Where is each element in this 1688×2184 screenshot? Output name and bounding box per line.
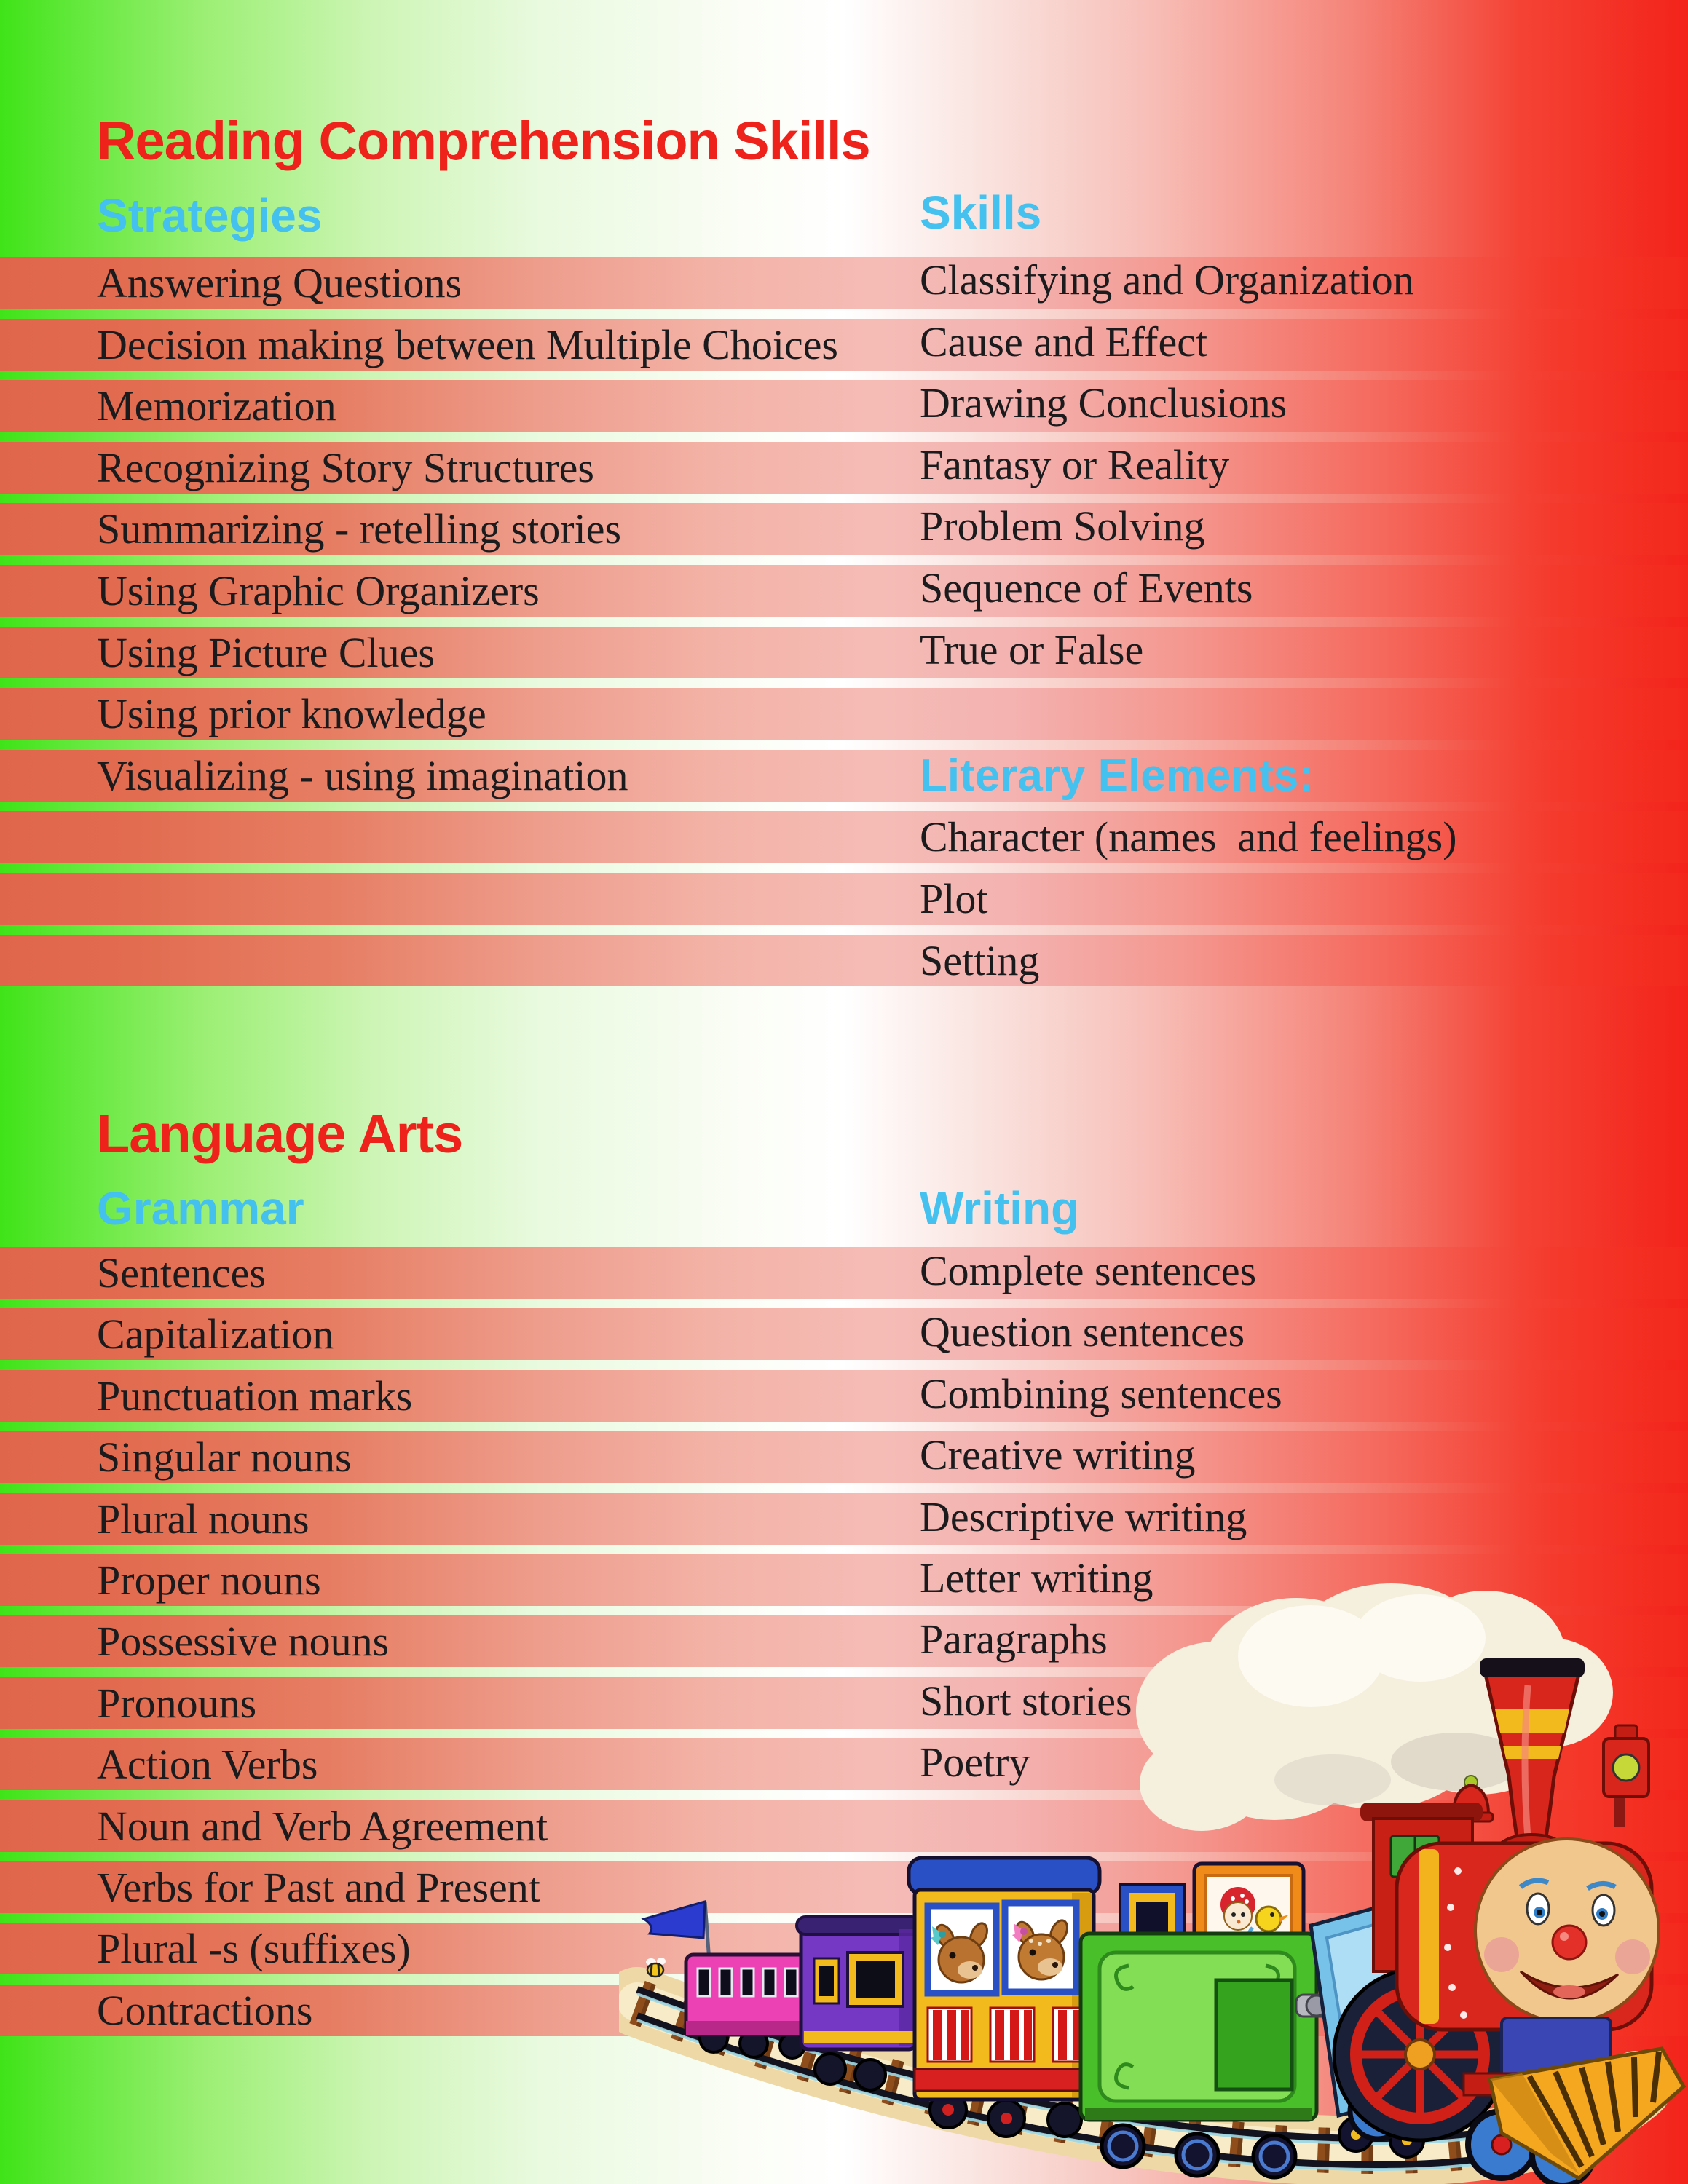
column-heading-writing: Writing	[920, 1182, 1080, 1235]
list-item: Character (names and feelings)	[920, 813, 1457, 860]
list-item: Classifying and Organization	[920, 256, 1414, 304]
list-item: Drawing Conclusions	[920, 379, 1287, 427]
column-heading-literary-elements: Literary Elements:	[920, 751, 1314, 801]
list-item: Using prior knowledge	[97, 690, 486, 737]
list-item: Creative writing	[920, 1431, 1196, 1479]
page-title-language-arts: Language Arts	[97, 1103, 463, 1164]
list-item: Paragraphs	[920, 1615, 1108, 1663]
list-item: Cause and Effect	[920, 318, 1208, 365]
list-item: Visualizing - using imagination	[97, 752, 628, 799]
list-item: Summarizing - retelling stories	[97, 505, 622, 553]
list-item: Punctuation marks	[97, 1372, 413, 1420]
list-item: Answering Questions	[97, 259, 462, 306]
list-item: Complete sentences	[920, 1247, 1257, 1294]
list-stripe	[0, 873, 1688, 925]
list-item: Action Verbs	[97, 1741, 318, 1788]
list-item: Question sentences	[920, 1308, 1245, 1356]
list-item: Plural nouns	[97, 1495, 309, 1543]
list-item: Using Graphic Organizers	[97, 567, 540, 614]
list-item: Plural -s (suffixes)	[97, 1925, 411, 1972]
page-title-reading: Reading Comprehension Skills	[97, 110, 870, 171]
list-item: Plot	[920, 875, 988, 922]
list-item: Using Picture Clues	[97, 629, 435, 676]
list-item: True or False	[920, 626, 1144, 673]
column-heading-skills: Skills	[920, 186, 1042, 239]
list-item: Capitalization	[97, 1310, 334, 1358]
bee-icon	[646, 1958, 666, 1977]
striped-panel	[928, 2008, 971, 2062]
list-item: Contractions	[97, 1987, 313, 2034]
locomotive-face	[1475, 1839, 1659, 2022]
list-item: Recognizing Story Structures	[97, 444, 595, 491]
list-item: Descriptive writing	[920, 1493, 1247, 1540]
list-item: Sentences	[97, 1249, 266, 1297]
list-item: Short stories	[920, 1677, 1132, 1725]
list-item: Problem Solving	[920, 502, 1205, 550]
cartoon-train-illustration	[619, 1529, 1688, 2184]
lantern	[1604, 1725, 1649, 1827]
list-item: Memorization	[97, 382, 336, 430]
list-item: Combining sentences	[920, 1370, 1282, 1417]
list-item: Noun and Verb Agreement	[97, 1803, 548, 1850]
list-stripe	[0, 935, 1688, 986]
list-item: Sequence of Events	[920, 564, 1253, 612]
list-item: Decision making between Multiple Choices	[97, 321, 839, 368]
list-item: Setting	[920, 937, 1040, 984]
list-item: Letter writing	[920, 1554, 1153, 1602]
column-heading-strategies: Strategies	[97, 189, 323, 242]
list-item: Poetry	[920, 1738, 1030, 1786]
list-item: Fantasy or Reality	[920, 441, 1230, 488]
pink-wagon	[686, 1955, 808, 2058]
list-item: Pronouns	[97, 1679, 257, 1727]
column-heading-grammar: Grammar	[97, 1182, 304, 1235]
yellow-wagon	[909, 1858, 1100, 2137]
striped-panel	[990, 2008, 1034, 2062]
list-item: Verbs for Past and Present	[97, 1864, 540, 1911]
list-item: Singular nouns	[97, 1433, 352, 1481]
list-item: Proper nouns	[97, 1556, 321, 1604]
list-item: Possessive nouns	[97, 1618, 390, 1665]
